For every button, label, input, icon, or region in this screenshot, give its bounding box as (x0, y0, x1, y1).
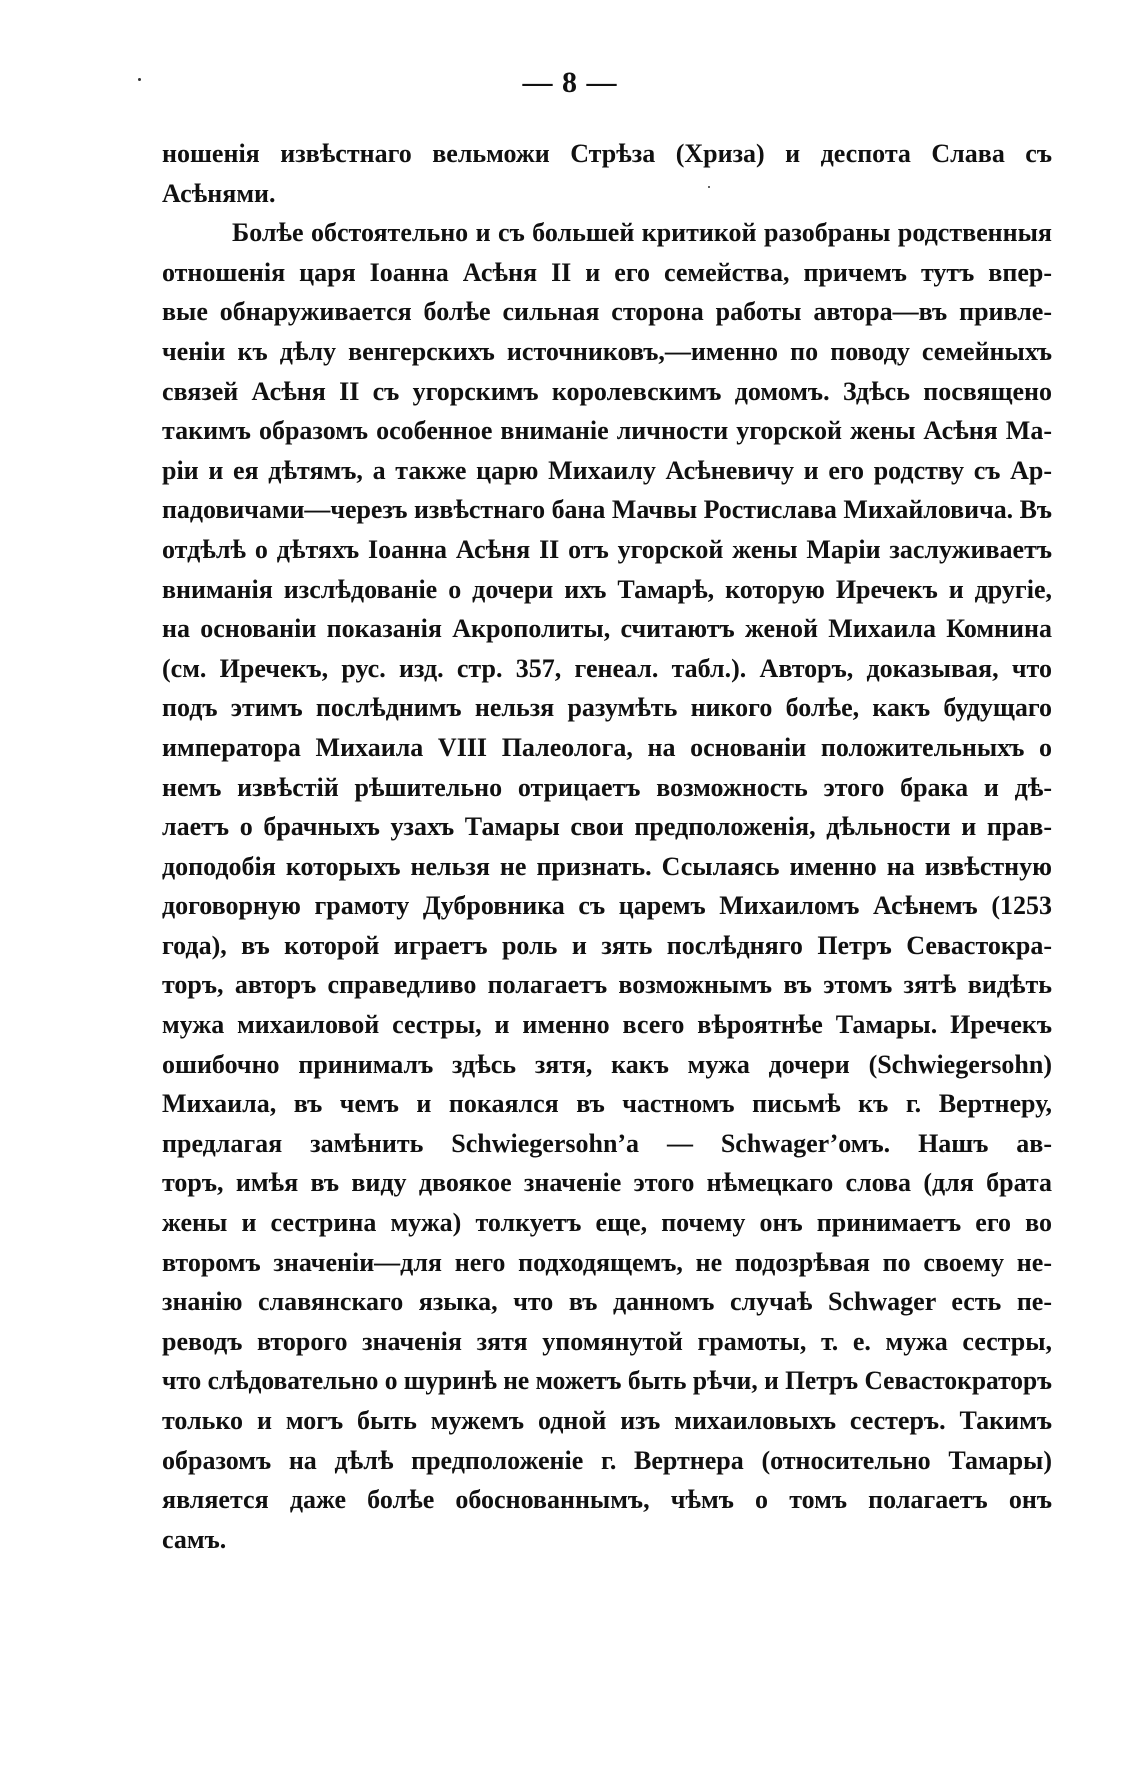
text-line: второмъ значеніи—для него подходящемъ, не подозрѣвая по своему не- (162, 1247, 1052, 1277)
text-line: падовичами—черезъ извѣстнаго бана Мачвы Ростислава Михайловича. Въ (162, 495, 1053, 525)
text-line: реводъ второго значенія зятя упомянутой грамоты, т. е. мужа сестры, (162, 1326, 1052, 1356)
text-line: предлагая замѣнить Schwiegersohn’a — Schwager’омъ. Нашъ ав- (162, 1128, 1052, 1158)
text-line: доподобія которыхъ нельзя не признать. Ссылаясь именно на извѣстную (162, 851, 1052, 881)
text-line: самъ. (162, 1524, 227, 1554)
text-line: Болѣе обстоятельно и съ большей критикой разобраны родственныя (232, 218, 1052, 248)
text-line: связей Асѣня II съ угорскимъ королевскимъ домомъ. Здѣсь посвящено (162, 376, 1052, 406)
text-line: лаетъ о брачныхъ узахъ Тамары свои предположенія, дѣльности и прав- (162, 812, 1052, 842)
text-line: ношенія извѣстнаго вельможи Стрѣза (Хриза) и деспота Слава съ (162, 139, 1052, 168)
text-line: императора Михаила VIII Палеолога, на основаніи положительныхъ о (162, 732, 1052, 762)
text-line: года), въ которой играетъ роль и зять послѣдняго Петръ Севастокра- (162, 930, 1052, 960)
text-line: Асѣнями. (162, 178, 276, 208)
text-line: ошибочно принималъ здѣсь зятя, какъ мужа дочери (Schwiegersohn) (162, 1049, 1052, 1079)
text-line: Михаила, въ чемъ и покаялся въ частномъ письмѣ къ г. Вертнеру, (162, 1089, 1052, 1119)
text-line: такимъ образомъ особенное вниманіе личности угорской жены Асѣня Ма- (162, 416, 1052, 446)
text-line: отношенія царя Іоанна Асѣня II и его семейства, причемъ тутъ впер- (162, 257, 1052, 287)
text-line: отдѣлѣ о дѣтяхъ Іоанна Асѣня II отъ угорской жены Маріи заслуживаетъ (162, 534, 1052, 564)
page-number: — 8 — (522, 66, 618, 99)
speck-mark (138, 78, 141, 81)
text-line: (см. Иречекъ, рус. изд. стр. 357, генеал. табл.). Авторъ, доказывая, что (162, 653, 1052, 683)
text-line: знанію славянскаго языка, что въ данномъ случаѣ Schwager есть пе- (162, 1287, 1052, 1317)
text-line: подъ этимъ послѣднимъ нельзя разумѣть никого болѣе, какъ будущаго (162, 693, 1052, 723)
body-text (162, 134, 1052, 1559)
text-line: на основаніи показанія Акрополиты, считаютъ женой Михаила Комнина (162, 614, 1052, 644)
text-line: ченіи къ дѣлу венгерскихъ источниковъ,—именно по поводу семейныхъ (162, 336, 1052, 366)
text-line: вые обнаруживается болѣе сильная сторона работы автора—въ привле- (162, 297, 1052, 327)
text-line: что слѣдовательно о шуринѣ не можетъ быть рѣчи, и Петръ Севастократоръ (162, 1366, 1053, 1396)
text-line: является даже болѣе обоснованнымъ, чѣмъ о томъ полагаетъ онъ (162, 1485, 1052, 1515)
text-line: ріи и ея дѣтямъ, а также царю Михаилу Асѣневичу и его родству съ Ар- (162, 455, 1052, 485)
text-line: торъ, авторъ справедливо полагаетъ возможнымъ въ этомъ зятѣ видѣть (162, 970, 1052, 1000)
text-line: только и могъ быть мужемъ одной изъ михаиловыхъ сестеръ. Такимъ (162, 1406, 1052, 1435)
text-line: договорную грамоту Дубровника съ царемъ Михаиломъ Асѣнемъ (1253 (162, 891, 1052, 921)
text-line: торъ, имѣя въ виду двоякое значеніе этого нѣмецкаго слова (для брата (162, 1168, 1052, 1198)
text-line: мужа михаиловой сестры, и именно всего вѣроятнѣе Тамары. Иречекъ (162, 1010, 1052, 1040)
text-line: образомъ на дѣлѣ предположеніе г. Вертнера (относительно Тамары) (162, 1445, 1052, 1475)
text-line: вниманія изслѣдованіе о дочери ихъ Тамарѣ, которую Иречекъ и другіе, (162, 574, 1052, 604)
text-line: немъ извѣстій рѣшительно отрицаетъ возможность этого брака и дѣ- (162, 772, 1052, 802)
text-line: жены и сестрина мужа) толкуетъ еще, почему онъ принимаетъ его во (162, 1208, 1052, 1238)
